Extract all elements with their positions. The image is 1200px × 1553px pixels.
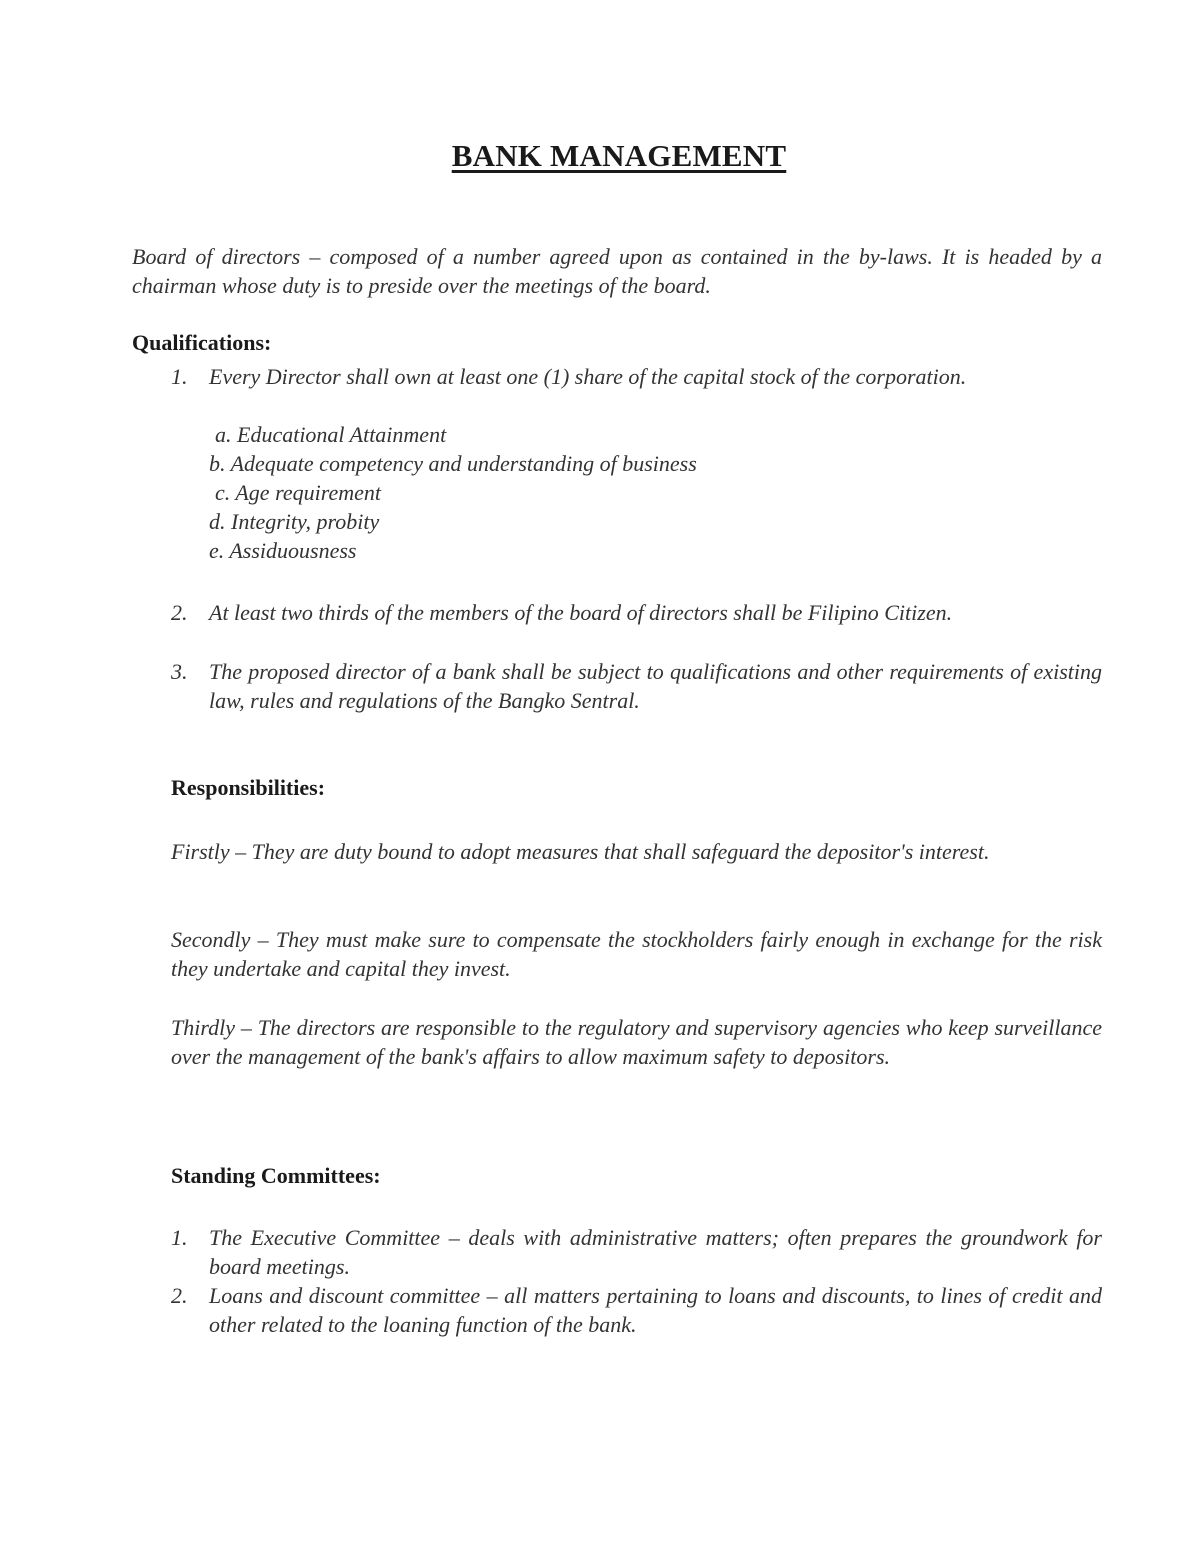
committee-item-2 bbox=[171, 1281, 1102, 1339]
list-number: 2. bbox=[171, 600, 188, 625]
list-item-text: Loans and discount committee – all matters pertaining to loans and discounts, to lines of credit and other related to the loaning function of the bank. bbox=[209, 1283, 1102, 1337]
document-title: BANK MANAGEMENT bbox=[451, 138, 787, 173]
list-number: 1. bbox=[171, 1225, 188, 1250]
qualifications-heading: Qualifications: bbox=[132, 330, 272, 355]
sublist-item: a. Educational Attainment bbox=[215, 422, 447, 447]
list-number: 2. bbox=[171, 1283, 188, 1308]
qualification-item-3 bbox=[171, 657, 1102, 715]
standing-committees-heading: Standing Committees: bbox=[171, 1163, 381, 1188]
sublist-item: c. Age requirement bbox=[215, 480, 381, 505]
list-item-text: The proposed director of a bank shall be subject to qualifications and other requirements of existing law, rules and regulations of the Bangko Sentral. bbox=[209, 659, 1102, 713]
responsibilities-heading: Responsibilities: bbox=[171, 775, 326, 800]
qualification-sublist bbox=[209, 420, 1009, 565]
responsibility-paragraph-2: Secondly – They must make sure to compensate the stockholders fairly enough in exchange for the risk they undertake and capital they invest. bbox=[171, 927, 1102, 981]
responsibility-paragraph-3: Thirdly – The directors are responsible to the regulatory and supervisory agencies who keep surveillance over the management of the bank's affairs to allow maximum safety to depositors. bbox=[171, 1015, 1102, 1069]
sublist-item: e. Assiduousness bbox=[209, 538, 357, 563]
qualification-item-1 bbox=[171, 362, 1102, 391]
list-item-text: The Executive Committee – deals with administrative matters; often prepares the groundwork for board meetings. bbox=[209, 1225, 1102, 1279]
committee-item-1 bbox=[171, 1223, 1102, 1281]
list-item-text: At least two thirds of the members of the board of directors shall be Filipino Citizen. bbox=[209, 600, 953, 625]
list-number: 3. bbox=[171, 659, 188, 684]
responsibility-paragraph-1: Firstly – They are duty bound to adopt measures that shall safeguard the depositor's interest. bbox=[171, 839, 990, 864]
qualification-item-2 bbox=[171, 598, 1102, 627]
list-number: 1. bbox=[171, 364, 188, 389]
sublist-item: b. Adequate competency and understanding of business bbox=[209, 451, 697, 476]
intro-paragraph: Board of directors – composed of a number agreed upon as contained in the by-laws. It is headed by a chairman whose duty is to preside over the meetings of the board. bbox=[132, 244, 1102, 298]
list-item-text: Every Director shall own at least one (1) share of the capital stock of the corporation. bbox=[209, 364, 967, 389]
sublist-item: d. Integrity, probity bbox=[209, 509, 380, 534]
